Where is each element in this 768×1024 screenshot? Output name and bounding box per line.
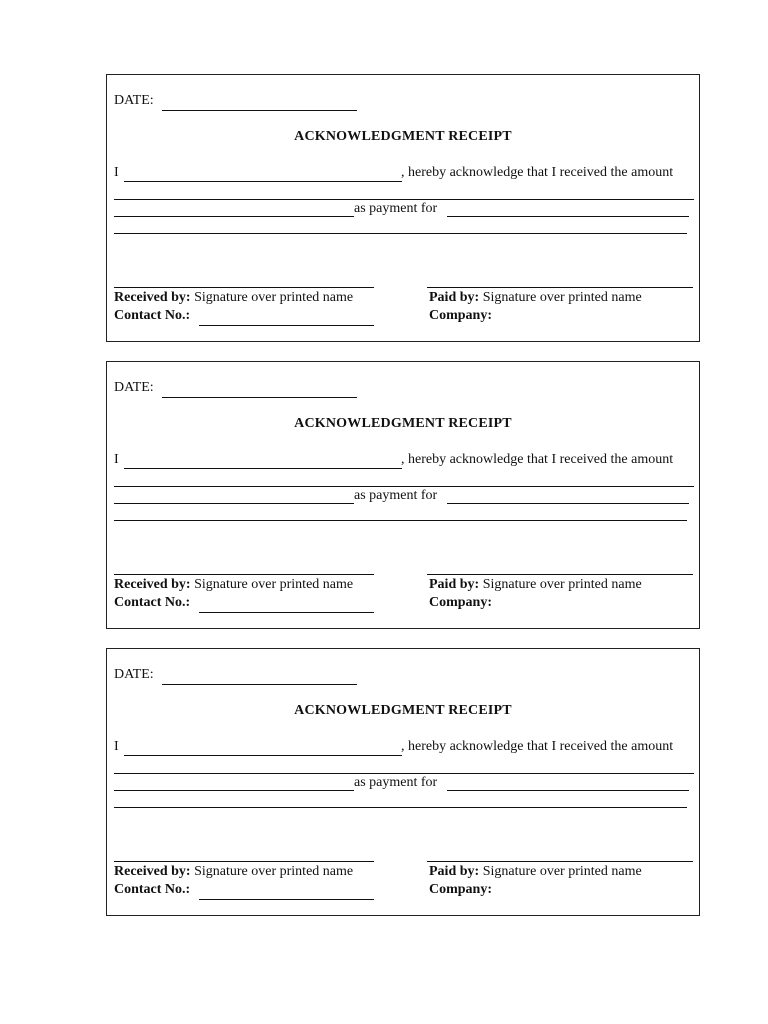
- received-by-row: [114, 577, 353, 593]
- paid-by-label: Paid by:: [429, 864, 480, 879]
- paid-by-signature-field[interactable]: [427, 287, 693, 288]
- name-field[interactable]: [124, 755, 402, 756]
- i-label: I: [114, 452, 119, 467]
- amount-field-continued[interactable]: [114, 790, 354, 791]
- contact-label: Contact No.:: [114, 882, 191, 897]
- receipt-title: ACKNOWLEDGMENT RECEIPT: [294, 416, 512, 431]
- payment-for-field[interactable]: [447, 790, 689, 791]
- date-label: DATE:: [114, 380, 154, 395]
- received-by-caption: Signature over printed name: [194, 577, 354, 592]
- received-by-label: Received by:: [114, 864, 191, 879]
- acknowledge-text: , hereby acknowledge that I received the amount: [401, 739, 674, 754]
- company-label: Company:: [429, 882, 493, 897]
- payment-for-text: as payment for: [354, 488, 438, 503]
- paid-by-caption: Signature over printed name: [482, 290, 642, 305]
- i-label: I: [114, 165, 119, 180]
- amount-field-continued[interactable]: [114, 503, 354, 504]
- paid-by-signature-field[interactable]: [427, 861, 693, 862]
- name-field[interactable]: [124, 181, 402, 182]
- name-field[interactable]: [124, 468, 402, 469]
- receipt-title: ACKNOWLEDGMENT RECEIPT: [294, 129, 512, 144]
- contact-label: Contact No.:: [114, 595, 191, 610]
- paid-by-signature-field[interactable]: [427, 574, 693, 575]
- paid-by-caption: Signature over printed name: [482, 864, 642, 879]
- date-field[interactable]: [162, 684, 357, 685]
- received-by-label: Received by:: [114, 577, 191, 592]
- date-field[interactable]: [162, 397, 357, 398]
- received-by-signature-field[interactable]: [114, 861, 374, 862]
- contact-field[interactable]: [199, 325, 374, 326]
- paid-by-label: Paid by:: [429, 577, 480, 592]
- paid-by-caption: Signature over printed name: [482, 577, 642, 592]
- date-field[interactable]: [162, 110, 357, 111]
- acknowledge-text: , hereby acknowledge that I received the amount: [401, 165, 674, 180]
- payment-for-text: as payment for: [354, 775, 438, 790]
- received-by-row: [114, 290, 353, 306]
- contact-field[interactable]: [199, 899, 374, 900]
- receipt-form: [106, 648, 700, 916]
- paid-by-row: [429, 577, 642, 593]
- payment-for-field[interactable]: [447, 216, 689, 217]
- paid-by-label: Paid by:: [429, 290, 480, 305]
- contact-label: Contact No.:: [114, 308, 191, 323]
- received-by-caption: Signature over printed name: [194, 290, 354, 305]
- amount-field[interactable]: [114, 486, 694, 487]
- i-label: I: [114, 739, 119, 754]
- payment-for-field-continued[interactable]: [114, 520, 687, 521]
- payment-for-field[interactable]: [447, 503, 689, 504]
- amount-field-continued[interactable]: [114, 216, 354, 217]
- contact-field[interactable]: [199, 612, 374, 613]
- company-label: Company:: [429, 595, 493, 610]
- paid-by-row: [429, 290, 642, 306]
- received-by-signature-field[interactable]: [114, 574, 374, 575]
- acknowledge-text: , hereby acknowledge that I received the amount: [401, 452, 674, 467]
- date-label: DATE:: [114, 93, 154, 108]
- received-by-signature-field[interactable]: [114, 287, 374, 288]
- paid-by-row: [429, 864, 642, 880]
- receipt-form: [106, 361, 700, 629]
- payment-for-field-continued[interactable]: [114, 807, 687, 808]
- received-by-label: Received by:: [114, 290, 191, 305]
- receipt-form: [106, 74, 700, 342]
- received-by-row: [114, 864, 353, 880]
- payment-for-field-continued[interactable]: [114, 233, 687, 234]
- amount-field[interactable]: [114, 199, 694, 200]
- received-by-caption: Signature over printed name: [194, 864, 354, 879]
- company-label: Company:: [429, 308, 493, 323]
- receipt-title: ACKNOWLEDGMENT RECEIPT: [294, 703, 512, 718]
- amount-field[interactable]: [114, 773, 694, 774]
- date-label: DATE:: [114, 667, 154, 682]
- payment-for-text: as payment for: [354, 201, 438, 216]
